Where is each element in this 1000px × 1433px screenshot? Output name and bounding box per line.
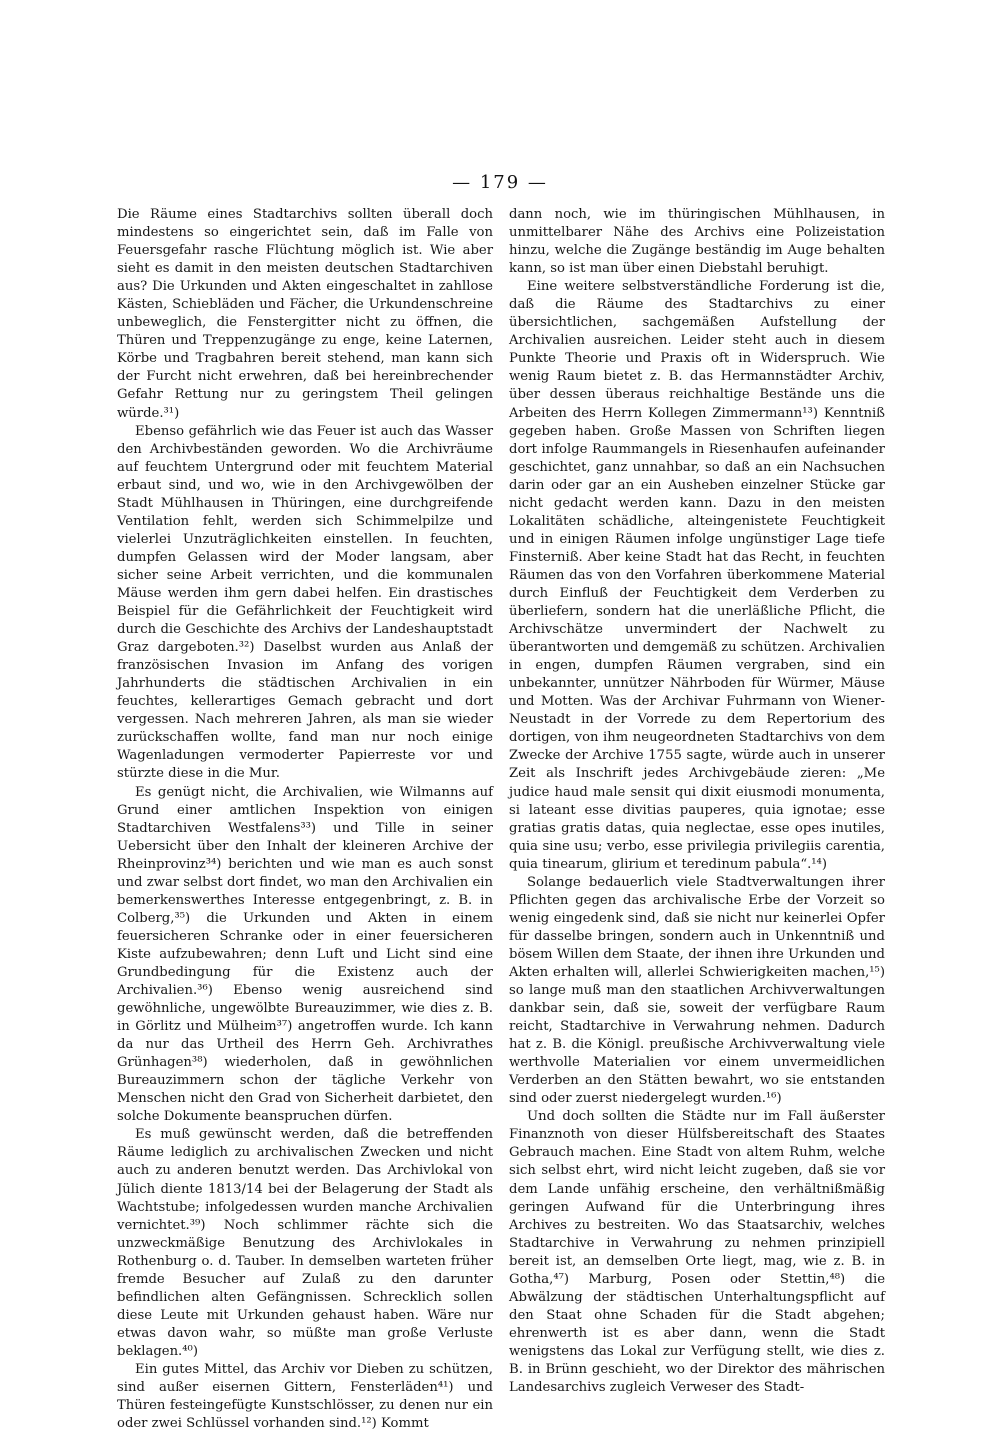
page-number: — 179 —	[452, 172, 548, 193]
paragraph: Solange bedauerlich viele Stadtverwaltungen ihrer Pflichten gegen das archivalische Erbe der Vorzeit so wenig eingedenk sind, daß sie nicht nur keinerlei Opfer für dasselbe bringen, sondern auch in Unkenntniß und bösem Willen dem Staate, der ihnen ihre Urkunden und Akten erhalten will, allerlei Schwierigkeiten machen,¹⁵) so lange muß man den staatlichen Archivverwaltungen dankbar sein, daß sie, soweit der verfügbare Raum reicht, Stadtarchive in Verwahrung nehmen. Dadurch hat z. B. die Königl. preußische Archivverwaltung viele werthvolle Materialien vor einem unvermeidlichen Verderben an den Stätten bewahrt, wo sie entstanden sind oder zuerst niedergelegt wurden.¹⁶)	[509, 874, 885, 1107]
paragraph: Ebenso gefährlich wie das Feuer ist auch das Wasser den Archivbeständen geworden. Wo die Archivräume auf feuchtem Untergrund oder mit feuchtem Material erbaut sind, und wo, wie in den Archivgewölben der Stadt Mühlhausen in Thüringen, eine durchgreifende Ventilation fehlt, werden sich Schimmelpilze und vielerlei Unzuträglichkeiten einstellen. In feuchten, dumpfen Gelassen wird der Moder langsam, aber sicher seine Arbeit verrichten, und die kommunalen Mäuse werden ihm gern dabei helfen. Ein drastisches Beispiel für die Gefährlichkeit der Feuchtigkeit wird durch die Geschichte des Archivs der Landeshauptstadt Graz dargeboten.³²) Daselbst wurden aus Anlaß der französischen Invasion im Anfang des vorigen Jahrhunderts die städtischen Archivalien in ein feuchtes, kellerartiges Gemach gebracht und dort vergessen. Nach mehreren Jahren, als man sie wieder zurückschaffen wollte, fand man nur noch einige Wagenladungen vermoderter Papierreste vor und stürzte diese in die Mur.	[117, 423, 493, 782]
left-column	[117, 206, 493, 1433]
paragraph: Ein gutes Mittel, das Archiv vor Dieben zu schützen, sind außer eisernen Gittern, Fensterläden⁴¹) und Thüren festeingefügte Kunstschlösser, zu denen nur ein oder zwei Schlüssel vorhanden sind.¹²) Kommt	[117, 1362, 493, 1432]
paragraph: Es muß gewünscht werden, daß die betreffenden Räume lediglich zu archivalischen Zwecken und nicht auch zu anderen benutzt werden. Das Archivlokal von Jülich diente 1813/14 bei der Belagerung der Stadt als Wachtstube; infolgedessen wurden manche Archivalien vernichtet.³⁹) Noch schlimmer rächte sich die unzweckmäßige Benutzung des Archivlokales in Rothenburg o. d. Tauber. In demselben warteten früher fremde Besucher auf Zulaß zu den darunter befindlichen alten Gefängnissen. Schrecklich sollen diese Leute mit Urkunden gehaust haben. Wäre nur etwas davon wahr, so müßte man große Verluste beklagen.⁴⁰)	[117, 1127, 493, 1359]
paragraph: Die Räume eines Stadtarchivs sollten überall doch mindestens so eingerichtet sein, daß im Falle von Feuersgefahr rasche Flüchtung möglich ist. Wie aber sieht es damit in den meisten deutschen Stadtarchiven aus? Die Urkunden und Akten eingeschaltet in zahllose Kästen, Schiebläden und Fächer, die Urkundenschreine unbeweglich, die Fenstergitter nicht zu öffnen, die Thüren und Treppenzugänge zu enge, keine Laternen, Körbe und Tragbahren bereit stehend, man kann sich der Furcht nicht erwehren, daß bei hereinbrechender Gefahr Rettung nur zu geringstem Theil gelingen würde.³¹)	[117, 207, 493, 421]
right-column	[509, 206, 885, 1397]
paragraph: Es genügt nicht, die Archivalien, wie Wilmanns auf Grund einer amtlichen Inspektion von einigen Stadtarchiven Westfalens³³) und Tille in seiner Uebersicht über den Inhalt der kleineren Archive der Rheinprovinz³⁴) berichten und wie man es auch sonst und zwar selbst dort findet, wo man den Archivalien ein bemerkenswerthes Interesse entgegenbringt, z. B. in Colberg,³⁵) die Urkunden und Akten in einem feuersicheren Schranke oder in einer feuersicheren Kiste aufzubewahren; denn Luft und Licht sind eine Grundbedingung für die Existenz auch der Archivalien.³⁶) Ebenso wenig ausreichend sind gewöhnliche, ungewölbte Bureauzimmer, wie dies z. B. in Görlitz und Mülheim³⁷) angetroffen wurde. Ich kann da nur das Urtheil des Herrn Geh. Archivrathes Grünhagen³⁸) wiederholen, daß in gewöhnlichen Bureauzimmern schon der tägliche Verkehr von Menschen nicht den Grad von Sicherheit darbietet, den solche Dokumente beanspruchen dürfen.	[117, 784, 493, 1125]
paragraph: dann noch, wie im thüringischen Mühlhausen, in unmittelbarer Nähe des Archivs eine Polizeistation hinzu, welche die Zugänge beständig im Auge behalten kann, so ist man über einen Diebstahl beruhigt.	[509, 207, 885, 277]
paragraph: Und doch sollten die Städte nur im Fall äußerster Finanznoth von dieser Hülfsbereitschaft des Staates Gebrauch machen. Eine Stadt von altem Ruhm, welche sich selbst ehrt, wird nicht leicht zugeben, daß sie vor dem Lande unfähig erscheine, den verhältnißmäßig geringen Aufwand für die Unterbringung ihres Archives zu bestreiten. Wo das Staatsarchiv, welches Stadtarchive in Verwahrung zu nehmen prinzipiell bereit ist, an demselben Orte liegt, mag, wie z. B. in Gotha,⁴⁷) Marburg, Posen oder Stettin,⁴⁸) die Abwälzung der städtischen Unterhaltungspflicht auf den Staat ohne Schaden für die Stadt abgehen; ehrenwerth ist es aber dann, wenn die Stadt wenigstens das Lokal zur Verfügung stellt, wie dies z. B. in Brünn geschieht, wo der Direktor des mährischen Landesarchivs zugleich Verweser des Stadt-	[509, 1109, 885, 1396]
paragraph: Eine weitere selbstverständliche Forderung ist die, daß die Räume des Stadtarchivs zu einer übersichtlichen, sachgemäßen Aufstellung der Archivalien ausreichen. Leider steht auch in diesem Punkte Theorie und Praxis oft in Widerspruch. Wie wenig Raum bietet z. B. das Hermannstädter Archiv, über dessen überaus reichhaltige Bestände uns die Arbeiten des Herrn Kollegen Zimmermann¹³) Kenntniß gegeben haben. Große Massen von Schriften liegen dort infolge Raummangels in Riesenhaufen aufeinander geschichtet, ganz unnahbar, so daß an ein Nachsuchen darin oder gar an ein Ausheben einzelner Stücke gar nicht gedacht werden kann. Dazu in den meisten Lokalitäten schädliche, alteingenistete Feuchtigkeit und in einigen Räumen infolge ungünstiger Lage tiefe Finsterniß. Aber keine Stadt hat das Recht, in feuchten Räumen das von den Vorfahren überkommene Material durch Einfluß der Feuchtigkeit dem Verderben zu überliefern, sondern hat die unerläßliche Pflicht, die Archivschätze unvermindert der Nachwelt zu überantworten und demgemäß zu schützen. Archivalien in engen, dumpfen Räumen vergraben, sind ein unbekannter, unnützer Nährboden für Würmer, Mäuse und Motten. Was der Archivar Fuhrmann von Wiener-Neustadt in der Vorrede zu dem Repertorium des dortigen, von ihm neugeordneten Stadtarchivs von dem Zwecke der Archive 1755 sagte, würde auch in unserer Zeit als Inschrift jedes Archivgebäude zieren: „Me judice haud male sensit qui dixit eiusmodi monumenta, si lateant esse divitias pauperes, quia ignotae; esse gratias gratis datas, quia neglectae, esse opes inutiles, quia sine usu; verbo, esse privilegia privilegiis carentia, quia tinearum, glirium et teredinum pabula“.¹⁴)	[509, 279, 885, 872]
